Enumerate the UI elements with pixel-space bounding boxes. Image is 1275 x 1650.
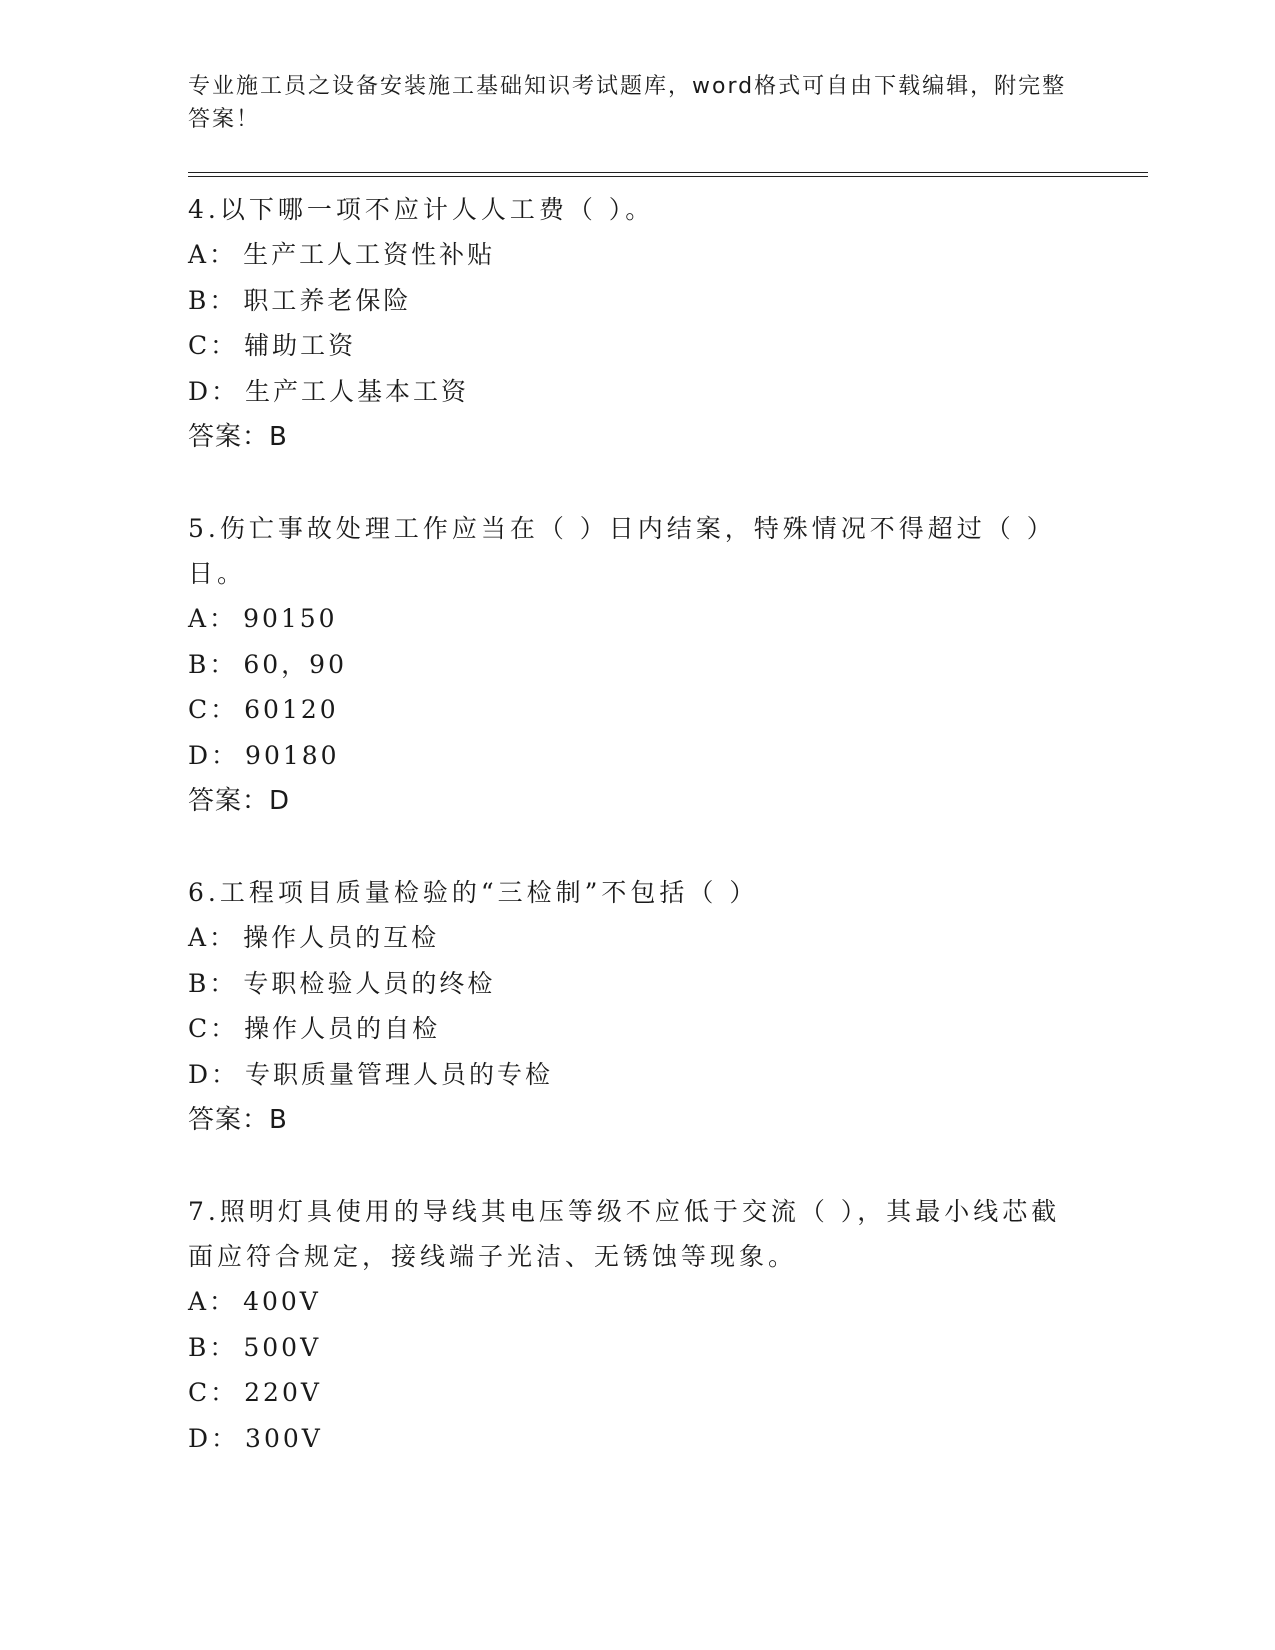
option-b [188,1325,1148,1371]
option-d [188,1416,1148,1462]
divider-line-top [188,172,1148,173]
option-key: B： [188,968,238,998]
option-c [188,323,1148,369]
answer-value: B [269,1105,288,1135]
option-text: 操作人员的互检 [243,923,440,952]
option-b [188,961,1148,1007]
option-text: 220V [244,1378,322,1407]
option-text: 90180 [245,740,340,770]
option-key: A： [188,1287,238,1316]
option-a [188,1279,1148,1325]
answer-label: 答案： [188,786,270,816]
document-page [188,70,1148,1507]
answer-line [188,1097,1148,1143]
question-list [188,187,1148,1461]
question-stem: 5.伤亡事故处理工作应当在（ ）日内结案，特殊情况不得超过（ ）日。 [188,514,1056,588]
option-text: 生产工人基本工资 [245,376,470,406]
option-text: 专职检验人员的终检 [243,968,496,998]
option-key: B： [188,285,238,315]
option-key: A： [188,604,238,633]
answer-label: 答案： [188,422,270,452]
option-key: C： [188,695,239,724]
question-stem: 4.以下哪一项不应计人人工费（ ）。 [188,195,655,224]
option-text: 专职质量管理人员的专检 [245,1059,554,1089]
question-5 [188,506,1148,824]
question-7 [188,1189,1148,1461]
option-key: D： [188,1059,240,1089]
option-key: D： [188,740,240,770]
option-key: A： [188,240,238,269]
option-d [188,733,1148,779]
document-header: 专业施工员之设备安装施工基础知识考试题库，word格式可自由下载编辑，附完整答案！ [188,74,1067,132]
question-stem: 7.照明灯具使用的导线其电压等级不应低于交流（ ），其最小线芯截面应符合规定，接线端子光洁、无锈蚀等现象。 [188,1197,1061,1271]
option-a [188,232,1148,278]
option-text: 90150 [243,604,338,633]
option-b [188,278,1148,324]
divider-line-bottom [188,176,1148,177]
option-key: C： [188,1014,239,1043]
answer-line [188,414,1148,460]
option-text: 400V [243,1287,321,1316]
option-c [188,1370,1148,1416]
answer-value: D [269,786,291,816]
option-text: 300V [245,1423,323,1453]
option-key: B： [188,649,238,679]
question-stem: 6.工程项目质量检验的“三检制”不包括（ ） [188,878,759,907]
header-divider [188,172,1148,177]
option-c [188,687,1148,733]
option-a [188,915,1148,961]
question-4 [188,187,1148,460]
answer-label: 答案： [188,1105,270,1135]
option-key: C： [188,331,239,360]
option-b [188,642,1148,688]
question-6 [188,870,1148,1143]
option-key: C： [188,1378,239,1407]
option-text: 生产工人工资性补贴 [243,240,496,269]
option-key: D： [188,1423,240,1453]
option-c [188,1006,1148,1052]
option-key: A： [188,923,238,952]
option-text: 辅助工资 [244,331,357,360]
option-text: 60，90 [243,649,347,679]
answer-line [188,778,1148,824]
option-key: B： [188,1332,238,1362]
option-text: 500V [243,1332,322,1362]
option-a [188,596,1148,642]
option-key: D： [188,376,240,406]
option-text: 60120 [244,695,339,724]
option-d [188,1052,1148,1098]
option-d [188,369,1148,415]
option-text: 操作人员的自检 [244,1014,441,1043]
answer-value: B [269,422,288,452]
option-text: 职工养老保险 [243,285,412,315]
